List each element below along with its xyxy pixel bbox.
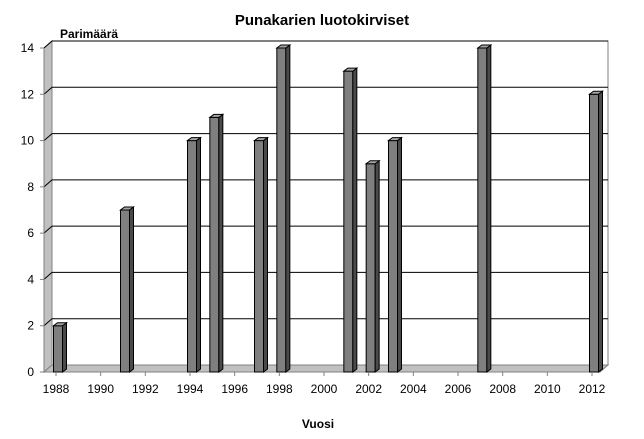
- bar-side: [375, 161, 379, 372]
- y-tick-label: 14: [20, 41, 34, 55]
- x-tick-label: 2010: [533, 382, 561, 396]
- bar-1994: [188, 138, 201, 372]
- bar-side: [599, 91, 603, 372]
- x-tick-label: 1998: [265, 382, 293, 396]
- x-tick-label: 1990: [87, 382, 115, 396]
- bar-front: [255, 141, 264, 372]
- chart-title: Punakarien luotokirviset: [234, 12, 410, 29]
- x-tick-label: 1988: [42, 382, 70, 396]
- y-tick-label: 6: [27, 226, 34, 241]
- bar-front: [277, 48, 286, 372]
- bar-front: [121, 210, 130, 372]
- y-tick-label: 4: [27, 272, 34, 287]
- bar-2007: [478, 45, 491, 372]
- bar-side: [63, 323, 67, 372]
- bar-front: [54, 326, 63, 372]
- plot-back-wall: [52, 41, 608, 365]
- bar-front: [389, 141, 398, 372]
- bar-1998: [277, 45, 290, 372]
- x-tick-label: 1994: [176, 382, 204, 396]
- x-tick-label: 2002: [355, 382, 383, 396]
- bar-side: [219, 114, 223, 372]
- bar-front: [366, 164, 375, 372]
- bar-2012: [590, 91, 603, 372]
- bar-2001: [344, 68, 357, 372]
- x-tick-label: 2004: [399, 382, 427, 396]
- bar-2002: [366, 161, 379, 372]
- bar-front: [188, 141, 197, 372]
- x-tick-label: 2008: [489, 382, 517, 396]
- bar-side: [130, 207, 134, 372]
- bar-side: [286, 45, 290, 372]
- y-tick-label: 12: [20, 87, 34, 102]
- x-tick-label: 1996: [221, 382, 249, 396]
- bar-side: [353, 68, 357, 372]
- y-tick-label: 8: [27, 179, 34, 194]
- bar-side: [197, 138, 201, 372]
- bar-1997: [255, 138, 268, 372]
- bar-front: [210, 117, 219, 372]
- bar-front: [590, 94, 599, 372]
- x-tick-label: 2012: [578, 382, 606, 396]
- y-tick-label: 2: [27, 318, 34, 333]
- bar-side: [398, 138, 402, 372]
- y-tick-label: 10: [20, 133, 34, 148]
- y-axis-title: Parimäärä: [60, 27, 119, 41]
- x-tick-label: 2000: [310, 382, 338, 396]
- bar-1991: [121, 207, 134, 372]
- bar-front: [478, 48, 487, 372]
- x-tick-label: 2006: [444, 382, 472, 396]
- bar-side: [264, 138, 268, 372]
- bar-1988: [54, 323, 67, 372]
- x-axis-title: Vuosi: [301, 417, 335, 431]
- bar-2003: [389, 138, 402, 372]
- x-tick-label: 1992: [131, 382, 159, 396]
- y-tick-label: 0: [27, 365, 34, 379]
- bar-side: [487, 45, 491, 372]
- bar-1995: [210, 114, 223, 372]
- bar-front: [344, 71, 353, 372]
